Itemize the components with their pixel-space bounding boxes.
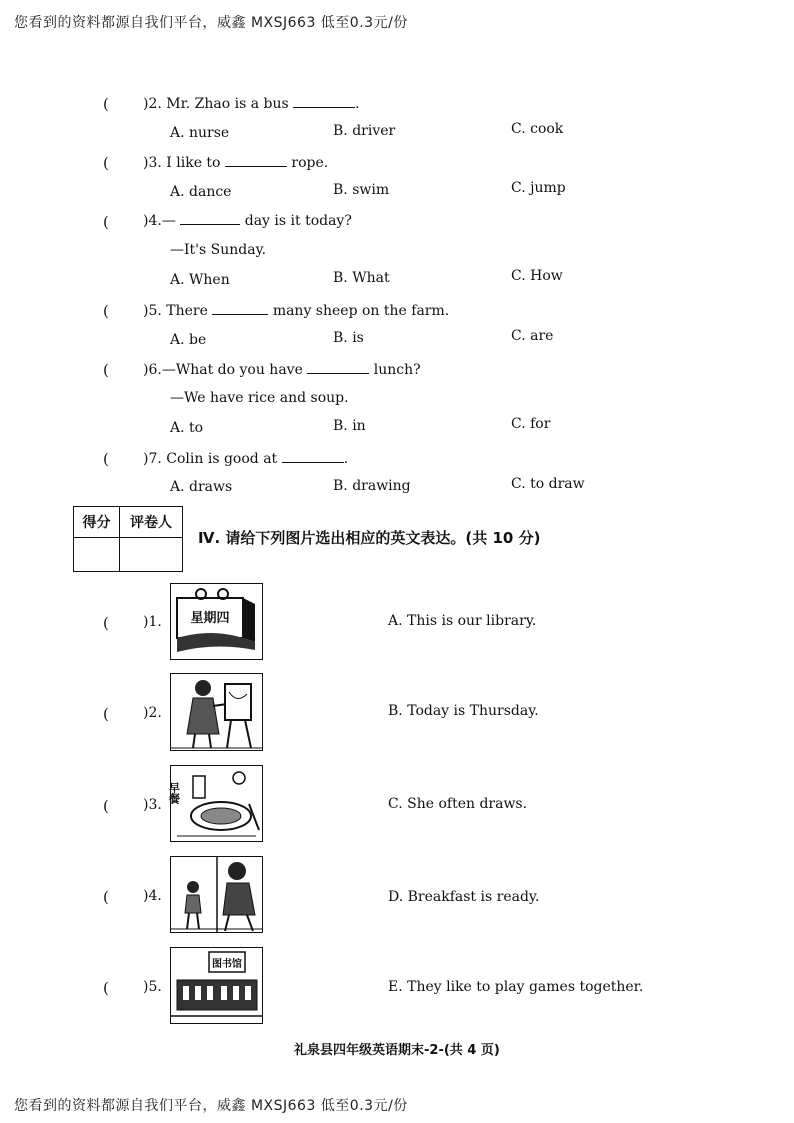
question-text: )4.— day is it today? xyxy=(143,213,352,229)
option-b: B. driver xyxy=(333,123,396,139)
option-text: D. Breakfast is ready. xyxy=(388,889,540,905)
breakfast-text: 早餐 xyxy=(167,782,181,804)
answer-paren[interactable]: ( xyxy=(103,705,109,723)
calendar-picture xyxy=(170,583,263,660)
picture-item-number: )4. xyxy=(143,888,162,904)
picture-item-number: )5. xyxy=(143,979,162,995)
answer-paren[interactable]: ( xyxy=(103,95,109,113)
option-b: B. in xyxy=(333,418,366,434)
option-a: A. nurse xyxy=(170,125,230,141)
question-text: )6.—What do you have lunch? xyxy=(143,362,421,378)
score-table xyxy=(73,506,183,572)
option-b: B. drawing xyxy=(333,478,411,494)
option-c: C. to draw xyxy=(511,476,585,492)
option-b: B. is xyxy=(333,330,364,346)
answer-blank xyxy=(212,302,268,315)
question-text: )5. There many sheep on the farm. xyxy=(143,303,450,319)
grader-header: 评卷人 xyxy=(120,507,183,538)
option-b: B. swim xyxy=(333,182,390,198)
grader-cell[interactable] xyxy=(120,538,183,572)
section-4-title: Ⅳ. 请给下列图片选出相应的英文表达。(共 10 分) xyxy=(198,529,541,547)
answer-blank xyxy=(225,154,287,167)
option-text: C. She often draws. xyxy=(388,796,528,812)
picture-item-number: )1. xyxy=(143,614,162,630)
question-text: )7. Colin is good at . xyxy=(143,451,349,467)
option-a: A. dance xyxy=(170,184,232,200)
option-c: C. How xyxy=(511,268,563,284)
answer-paren[interactable]: ( xyxy=(103,302,109,320)
score-header: 得分 xyxy=(74,507,120,538)
watermark-top: 您看到的资料都源自我们平台，威鑫 MXSJ663 低至0.3元/份 xyxy=(14,15,408,31)
answer-paren[interactable]: ( xyxy=(103,614,109,632)
option-b: B. What xyxy=(333,270,390,286)
answer-paren[interactable]: ( xyxy=(103,361,109,379)
option-c: C. cook xyxy=(511,121,564,137)
option-a: A. be xyxy=(170,332,207,348)
question-line2: —We have rice and soup. xyxy=(170,390,349,406)
answer-blank xyxy=(307,361,369,374)
option-c: C. jump xyxy=(511,180,566,196)
answer-blank xyxy=(282,450,344,463)
question-line2: —It's Sunday. xyxy=(170,242,267,258)
question-text: )2. Mr. Zhao is a bus . xyxy=(143,96,360,112)
answer-blank xyxy=(180,212,240,225)
option-c: C. for xyxy=(511,416,551,432)
option-a: A. to xyxy=(170,420,204,436)
option-a: A. When xyxy=(170,272,230,288)
library-picture xyxy=(170,947,263,1024)
page-footer: 礼泉县四年级英语期末-2-(共 4 页) xyxy=(294,1043,500,1058)
answer-paren[interactable]: ( xyxy=(103,154,109,172)
library-text: 图书馆 xyxy=(212,959,242,970)
answer-paren[interactable]: ( xyxy=(103,979,109,997)
calendar-text: 星期四 xyxy=(190,611,230,626)
option-text: E. They like to play games together. xyxy=(388,979,644,995)
answer-blank xyxy=(293,95,355,108)
score-cell[interactable] xyxy=(74,538,120,572)
question-text: )3. I like to rope. xyxy=(143,155,329,171)
picture-item-number: )2. xyxy=(143,705,162,721)
option-text: A. This is our library. xyxy=(388,613,537,629)
children-playing-picture xyxy=(170,856,263,933)
option-text: B. Today is Thursday. xyxy=(388,703,539,719)
answer-paren[interactable]: ( xyxy=(103,888,109,906)
girl-drawing-picture xyxy=(170,673,263,751)
answer-paren[interactable]: ( xyxy=(103,797,109,815)
option-a: A. draws xyxy=(170,479,233,495)
breakfast-picture xyxy=(167,765,263,842)
picture-item-number: )3. xyxy=(143,797,162,813)
answer-paren[interactable]: ( xyxy=(103,450,109,468)
answer-paren[interactable]: ( xyxy=(103,213,109,231)
option-c: C. are xyxy=(511,328,554,344)
watermark-bottom: 您看到的资料都源自我们平台，威鑫 MXSJ663 低至0.3元/份 xyxy=(14,1098,408,1114)
